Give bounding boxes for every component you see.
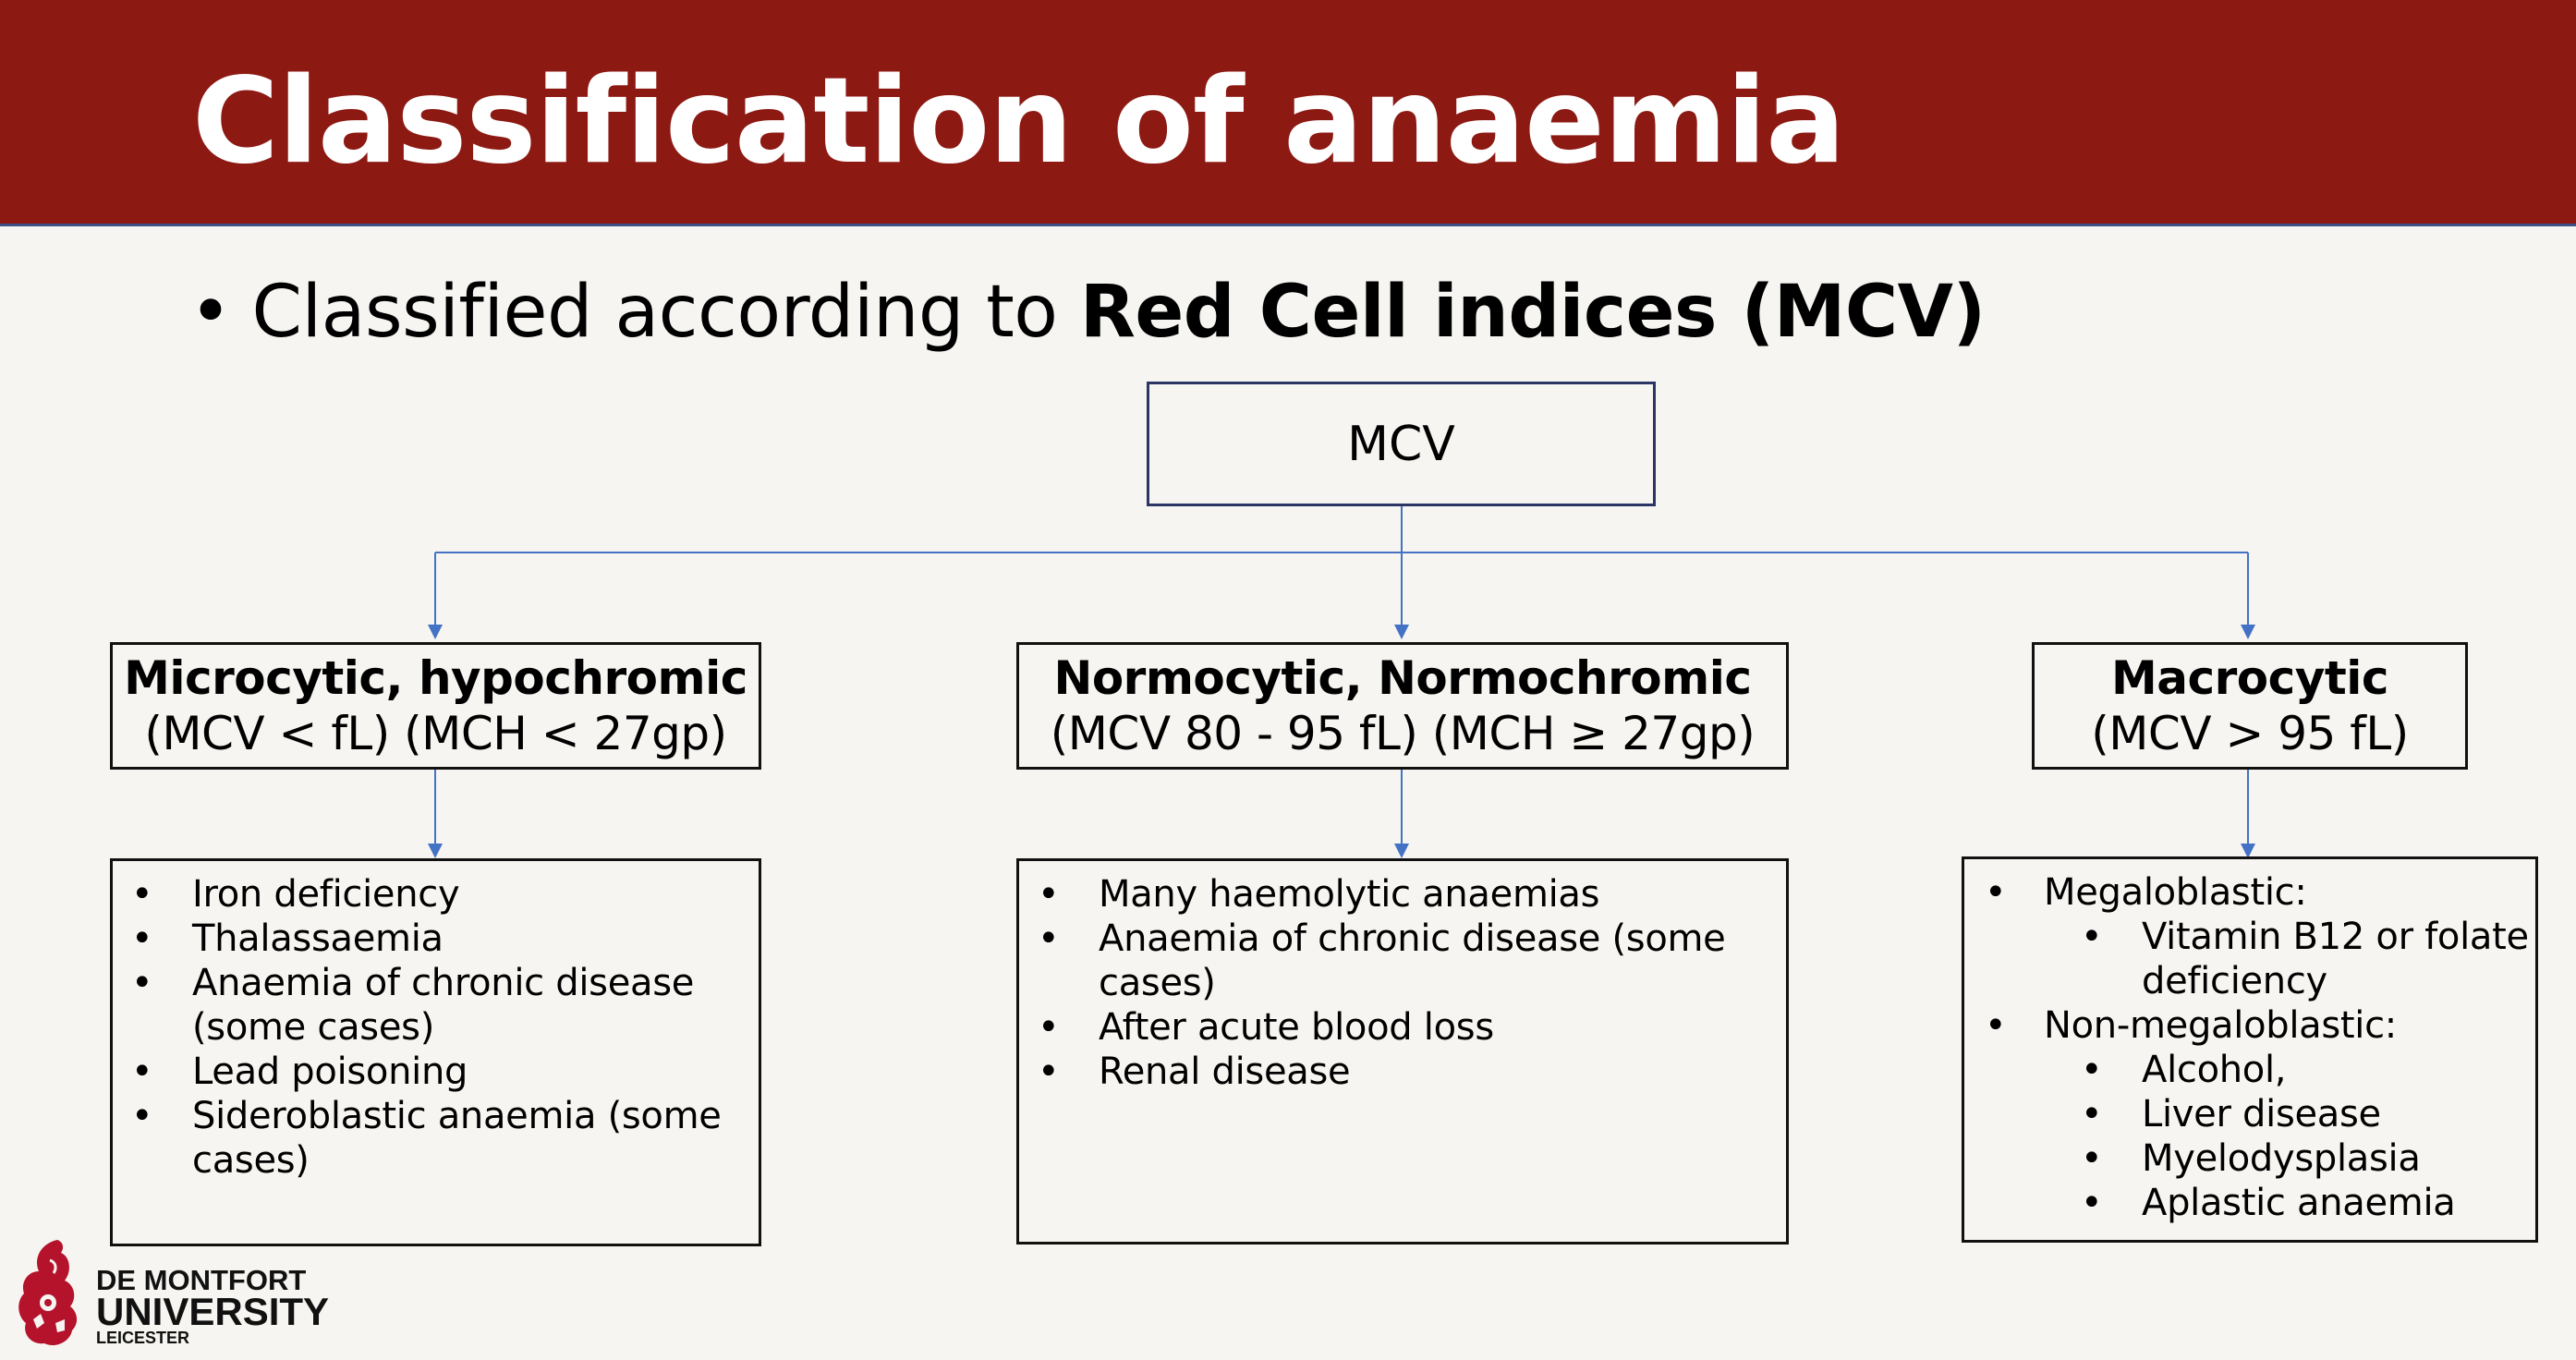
macrocytic-range: (MCV > 95 fL): [2091, 707, 2409, 760]
microcytic-causes-box: [110, 858, 761, 1246]
list-item-text: deficiency: [2142, 960, 2327, 1002]
microcytic-causes-list: [113, 861, 759, 1183]
list-item-continuation: [113, 1138, 759, 1183]
sub-list-item: [1964, 1136, 2535, 1181]
list-item: [113, 961, 759, 1005]
sub-list-item: [1964, 1048, 2535, 1092]
normocytic-causes-list: [1019, 861, 1786, 1094]
macrocytic-name: Macrocytic: [2110, 651, 2389, 705]
list-item-text: Alcohol,: [2142, 1049, 2287, 1091]
list-item-text: Lead poisoning: [192, 1050, 468, 1093]
dmu-crest-icon: [13, 1234, 91, 1351]
list-item: [1019, 872, 1786, 917]
list-item-text: Anaemia of chronic disease (some: [1099, 917, 1726, 960]
list-item-continuation: [1019, 961, 1786, 1005]
list-item-text: Myelodysplasia: [2142, 1137, 2421, 1180]
bullet: •: [131, 1095, 153, 1137]
list-item-text: After acute blood loss: [1099, 1006, 1494, 1049]
bullet: •: [1038, 917, 1060, 960]
macrocytic-category-box: [2032, 642, 2468, 770]
bullet: •: [1038, 1006, 1060, 1049]
bullet: •: [1038, 1050, 1060, 1093]
bullet: •: [2081, 916, 2103, 958]
normocytic-causes-box: [1016, 858, 1789, 1245]
macrocytic-causes-box: [1962, 856, 2538, 1243]
logo-line3: LEICESTER: [96, 1329, 190, 1347]
subtitle-bold-text: Red Cell indices (MCV): [1079, 271, 1986, 354]
list-item: [1964, 870, 2535, 915]
normocytic-name: Normocytic, Normochromic: [1053, 651, 1752, 705]
macrocytic-causes-list: [1964, 859, 2535, 1225]
university-logo: [13, 1234, 330, 1351]
list-item-continuation: [113, 1005, 759, 1050]
logo-wordmark: [96, 1266, 329, 1346]
sub-list-item: [1964, 915, 2535, 959]
list-item-text: Renal disease: [1099, 1050, 1351, 1093]
list-item-text: Many haemolytic anaemias: [1099, 873, 1600, 916]
list-item: [113, 872, 759, 917]
sub-list-item: [1964, 1092, 2535, 1136]
list-item-text: Liver disease: [2142, 1093, 2381, 1135]
bullet: •: [131, 873, 153, 916]
list-item-text: Anaemia of chronic disease: [192, 962, 695, 1004]
logo-line1: DE MONTFORT: [96, 1264, 307, 1296]
list-item: [113, 1094, 759, 1138]
sub-list-item: [1964, 1181, 2535, 1225]
list-item-text: cases): [192, 1139, 310, 1182]
bullet: •: [2081, 1137, 2103, 1180]
subtitle-bullet: •: [189, 271, 232, 354]
mcv-root-label: MCV: [1347, 416, 1455, 472]
bullet: •: [131, 1050, 153, 1093]
bullet: •: [2081, 1049, 2103, 1091]
sub-list-item-continuation: [1964, 959, 2535, 1003]
bullet: •: [131, 962, 153, 1004]
list-item: [1019, 1005, 1786, 1050]
list-item-text: Aplastic anaemia: [2142, 1182, 2456, 1224]
microcytic-name: Microcytic, hypochromic: [124, 651, 747, 705]
bullet: •: [2081, 1182, 2103, 1224]
list-item-text: Thalassaemia: [192, 917, 444, 960]
list-item: [1964, 1003, 2535, 1048]
list-item-text: Non-megaloblastic:: [2044, 1004, 2397, 1047]
list-item-text: Megaloblastic:: [2044, 871, 2307, 914]
normocytic-category-box: [1016, 642, 1789, 770]
normocytic-range: (MCV 80 - 95 fL) (MCH ≥ 27gp): [1050, 707, 1756, 760]
bullet: •: [1038, 873, 1060, 916]
slide-title: Classification of anaemia: [192, 53, 1845, 190]
list-item: [1019, 1050, 1786, 1094]
microcytic-category-box: [110, 642, 761, 770]
bullet: •: [131, 917, 153, 960]
bullet: •: [1985, 871, 2007, 914]
list-item-text: Iron deficiency: [192, 873, 460, 916]
bullet: •: [2081, 1093, 2103, 1135]
list-item: [1019, 917, 1786, 961]
subtitle-plain-text: Classified according to: [251, 271, 1080, 354]
list-item: [113, 1050, 759, 1094]
mcv-root-box: [1147, 382, 1656, 506]
microcytic-range: (MCV < fL) (MCH < 27gp): [144, 707, 727, 760]
list-item-text: Vitamin B12 or folate: [2142, 916, 2529, 958]
list-item-text: cases): [1099, 962, 1216, 1004]
list-item-text: Sideroblastic anaemia (some: [192, 1095, 722, 1137]
bullet: •: [1985, 1004, 2007, 1047]
list-item: [113, 917, 759, 961]
logo-line2: UNIVERSITY: [96, 1290, 330, 1333]
list-item-text: (some cases): [192, 1006, 435, 1049]
